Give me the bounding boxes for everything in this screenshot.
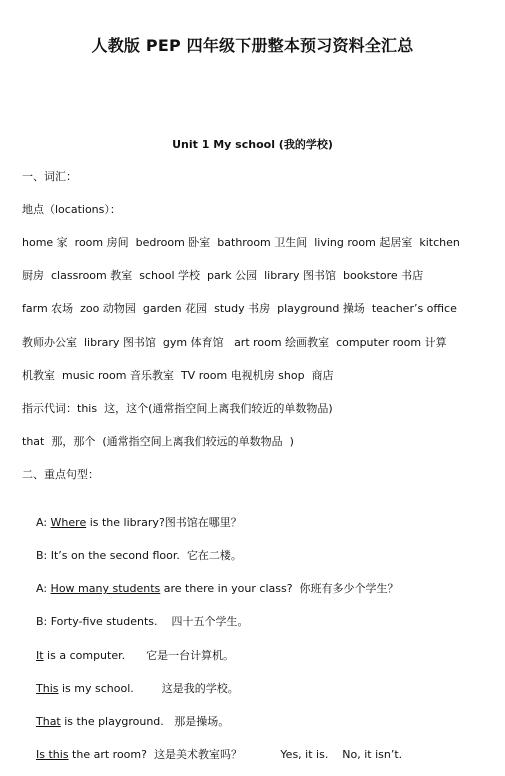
sentence-post: is my school. 这是我的学校。 [58, 682, 239, 695]
sentence-post: is the library?图书馆在哪里？ [86, 516, 242, 529]
vocab-line: farm 农场 zoo 动物园 garden 花园 study 书房 playground 操场 teacher’s office [22, 302, 457, 315]
sentence-key-phrase: This [36, 682, 59, 695]
vocab-line: 厨房 classroom 教室 school 学校 park 公园 library 图书馆 bookstore 书店 [22, 269, 424, 282]
section-vocab-heading: 一、词汇： [22, 170, 77, 183]
locations-label: 地点（locations）： [22, 203, 121, 216]
sentence-post: is a computer. 它是一台计算机。 [43, 649, 235, 662]
section-patterns-heading: 二、重点句型： [22, 468, 99, 481]
sentence-key-phrase: That [36, 715, 61, 728]
sentence-post: are there in your class? 你班有多少个学生？ [160, 582, 399, 595]
vocab-line: 机教室 music room 音乐教室 TV room 电视机房 shop 商店 [22, 369, 334, 382]
sentence-pre: B: It’s on the second floor. 它在二楼。 [36, 549, 242, 562]
document-title: 人教版 PEP 四年级下册整本预习资料全汇总 [91, 36, 414, 55]
sentence-pre: A: [36, 516, 51, 529]
sentence-key-phrase: Is this [36, 748, 69, 761]
sentence-key-phrase: How many students [50, 582, 161, 595]
sentence-key-phrase: It [36, 649, 44, 662]
sentence-key-phrase: Where [50, 516, 87, 529]
sentence-post: the art room? 这是美术教室吗？ Yes, it is. No, it isn’t. [68, 748, 403, 761]
sentence-post: is the playground. 那是操场。 [60, 715, 230, 728]
sentence-line [22, 734, 402, 776]
vocab-line: home 家 room 房间 bedroom 卧室 bathroom 卫生间 living room 起居室 kitchen [22, 236, 460, 249]
demonstrative-that: that 那，那个 (通常指空间上离我们较远的单数物品 ) [22, 435, 294, 448]
sentence-pre: B: Forty-five students. 四十五个学生。 [36, 615, 249, 628]
unit-heading: Unit 1 My school (我的学校) [172, 138, 333, 151]
demonstrative-this: 指示代词：this 这，这个(通常指空间上离我们较近的单数物品) [22, 402, 333, 415]
sentence-pre: A: [36, 582, 51, 595]
vocab-line: 教师办公室 library 图书馆 gym 体育馆 art room 绘画教室 computer room 计算 [22, 336, 447, 349]
